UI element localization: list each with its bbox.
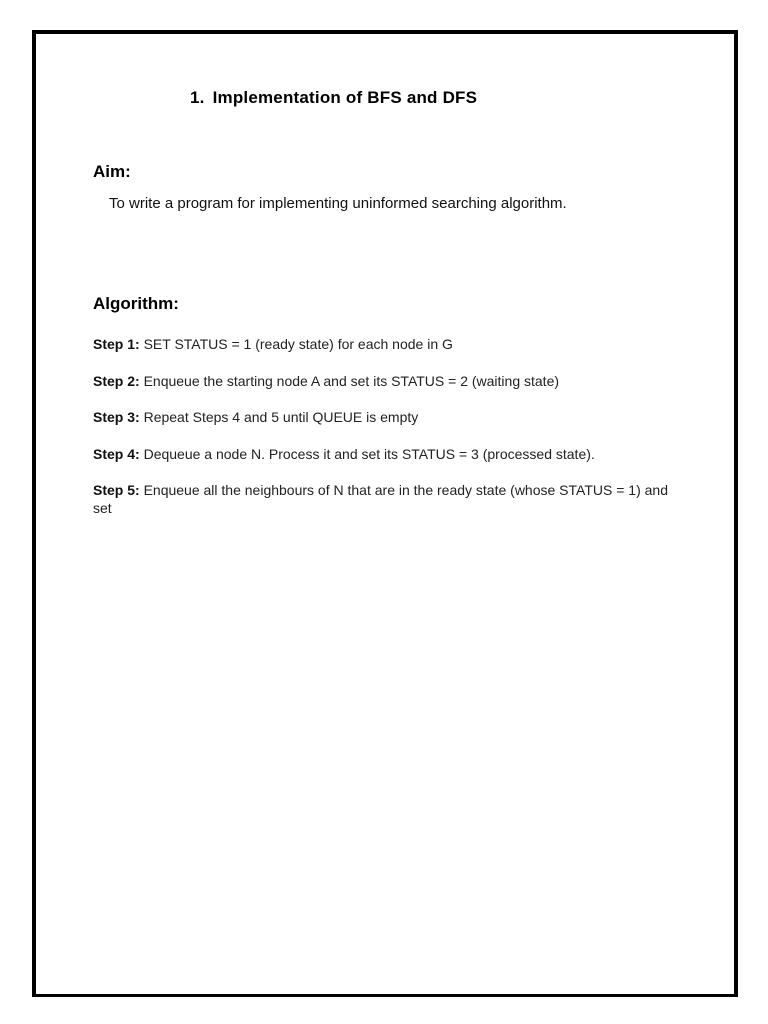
aim-heading: Aim: [93, 162, 131, 181]
step-5 [93, 481, 683, 517]
step-label: Step 1: [93, 336, 140, 352]
page-title [190, 88, 477, 108]
title-text: Implementation of BFS and DFS [212, 88, 478, 107]
step-text: Dequeue a node N. Process it and set its STATUS = 3 (processed state). [143, 445, 595, 462]
step-label: Step 2: [93, 372, 140, 389]
step-text: Enqueue all the neighbours of N that are in the ready state (whose STATUS = 1) and set [93, 482, 668, 516]
algorithm-steps [93, 335, 683, 536]
step-text: SET STATUS = 1 (ready state) for each node in G [143, 336, 453, 352]
title-number: 1. [190, 88, 205, 107]
step-label: Step 3: [93, 409, 140, 425]
step-text: Enqueue the starting node A and set its STATUS = 2 (waiting state) [143, 372, 560, 389]
step-1 [93, 335, 683, 353]
step-4 [93, 445, 683, 463]
page-border-inner-line [32, 994, 738, 995]
aim-text: To write a program for implementing uninformed searching algorithm. [109, 195, 567, 212]
step-label: Step 5: [93, 482, 140, 498]
algorithm-heading: Algorithm: [93, 294, 179, 313]
step-3 [93, 408, 683, 426]
step-text: Repeat Steps 4 and 5 until QUEUE is empty [143, 409, 419, 425]
step-label: Step 4: [93, 445, 140, 462]
step-2 [93, 372, 683, 390]
